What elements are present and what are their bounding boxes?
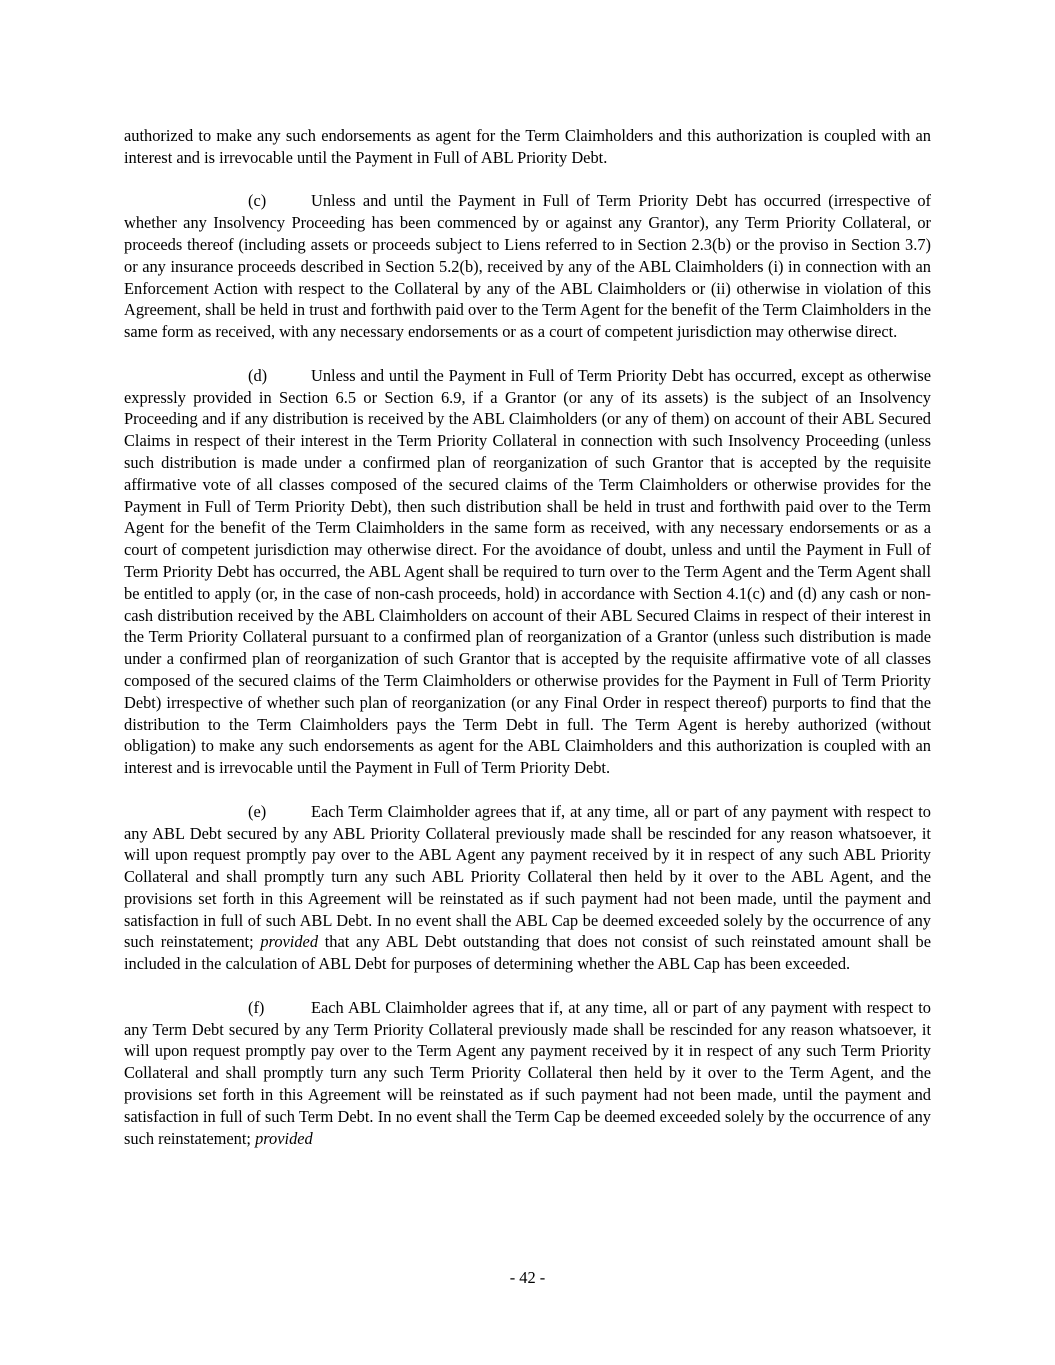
- paragraph-e: [124, 801, 931, 975]
- page-number: - 42 -: [509, 1268, 546, 1287]
- paragraph-f: [124, 997, 931, 1150]
- body-text: [124, 125, 931, 1149]
- paragraph-label: (f): [248, 997, 265, 1017]
- paragraph-c: [124, 190, 931, 343]
- paragraph-text-tail: that any ABL Debt outstanding that does not consist of such reinstated amount shall be included in the calculation of ABL Debt for purposes of determining whether the ABL Cap has been exceeded.: [124, 932, 931, 974]
- paragraph-label: (c): [248, 191, 267, 211]
- paragraph-text: Unless and until the Payment in Full of Term Priority Debt has occurred (irrespective of whether any Insolvency Proceeding has been commenced by or against any Grantor), any Term Priority Collateral, or proceeds thereof (including assets or proceeds subject to Liens referred to in Section 2.3(b) or the proviso in Section 3.7) or any insurance proceeds described in Section 5.2(b), received by any of the ABL Claimholders (i) in connection with an Enforcement Action with respect to the Collateral by any of the ABL Claimholders or (ii) otherwise in violation of this Agreement, shall be held in trust and forthwith paid over to the Term Agent for the benefit of the Term Claimholders in the same form as received, with any necessary endorsements or as a court of competent jurisdiction may otherwise direct.: [124, 191, 931, 342]
- paragraph-continuation: authorized to make any such endorsements as agent for the Term Claimholders and this authorization is coupled with an interest and is irrevocable until the Payment in Full of ABL Priority Debt.: [124, 126, 931, 167]
- paragraph-text: Unless and until the Payment in Full of Term Priority Debt has occurred, except as otherwise expressly provided in Section 6.5 or Section 6.9, if a Grantor (or any of its assets) is the subject of an Insolvency Proceeding and if any distribution is received by the ABL Claimholders (or any of them) on account of their ABL Secured Claims in respect of their interest in the Term Priority Collateral in connection with such Insolvency Proceeding (unless such distribution is made under a confirmed plan of reorganization of such Grantor that is accepted by the requisite affirmative vote of all classes composed of the secured claims of the Term Claimholders or otherwise provides for the Payment in Full of Term Priority Debt), then such distribution shall be held in trust and forthwith paid over to the Term Agent for the benefit of the Term Claimholders in the same form as received, with any necessary endorsements or as a court of competent jurisdiction may otherwise direct. For the avoidance of doubt, unless and until the Payment in Full of Term Priority Debt has occurred, the ABL Agent shall be required to turn over to the Term Agent and the Term Agent shall be entitled to apply (or, in the case of non-cash proceeds, hold) in accordance with Section 4.1(c) and (d) any cash or non-cash distribution received by the ABL Claimholders on account of their ABL Secured Claims in respect of their interest in the Term Priority Collateral pursuant to a confirmed plan of reorganization of a Grantor (unless such distribution is made under a confirmed plan of reorganization of such Grantor that is accepted by the requisite affirmative vote of all classes composed of the secured claims of the Term Claimholders or otherwise provides for the Payment in Full of Term Priority Debt) irrespective of whether such plan of reorganization (or any Final Order in respect thereof) purports to find that the distribution to the Term Claimholders pays the Term Debt in full. The Term Agent is hereby authorized (without obligation) to make any such endorsements as agent for the ABL Claimholders and this authorization is coupled with an interest and is irrevocable until the Payment in Full of Term Priority Debt.: [124, 365, 931, 778]
- paragraph-label: (e): [248, 801, 267, 821]
- paragraph-text: Each ABL Claimholder agrees that if, at any time, all or part of any payment with respect to any Term Debt secured by any Term Priority Collateral previously made shall be rescinded for any reason whatsoever, it will upon request promptly pay over to the Term Agent any payment received by it in respect of any such Term Priority Collateral and shall promptly turn any such Term Priority Collateral then held by it over to the Term Agent, and the provisions set forth in this Agreement will be reinstated as if such payment had not been made, until the payment and satisfaction in full of such Term Debt. In no event shall the Term Cap be deemed exceeded solely by the occurrence of any such reinstatement;: [124, 997, 931, 1148]
- paragraph-label: (d): [248, 365, 268, 385]
- paragraph-d: [124, 365, 931, 779]
- paragraph-text: Each Term Claimholder agrees that if, at any time, all or part of any payment with respect to any ABL Debt secured by any ABL Priority Collateral previously made shall be rescinded for any reason whatsoever, it will upon request promptly pay over to the ABL Agent any payment received by it in respect of any such ABL Priority Collateral and shall promptly turn any such ABL Priority Collateral then held by it over to the ABL Agent, and the provisions set forth in this Agreement will be reinstated as if such payment had not been made, until the payment and satisfaction in full of such ABL Debt. In no event shall the ABL Cap be deemed exceeded solely by the occurrence of any such reinstatement;: [124, 801, 931, 952]
- italic-provided: provided: [260, 932, 319, 952]
- italic-provided: provided: [255, 1128, 313, 1148]
